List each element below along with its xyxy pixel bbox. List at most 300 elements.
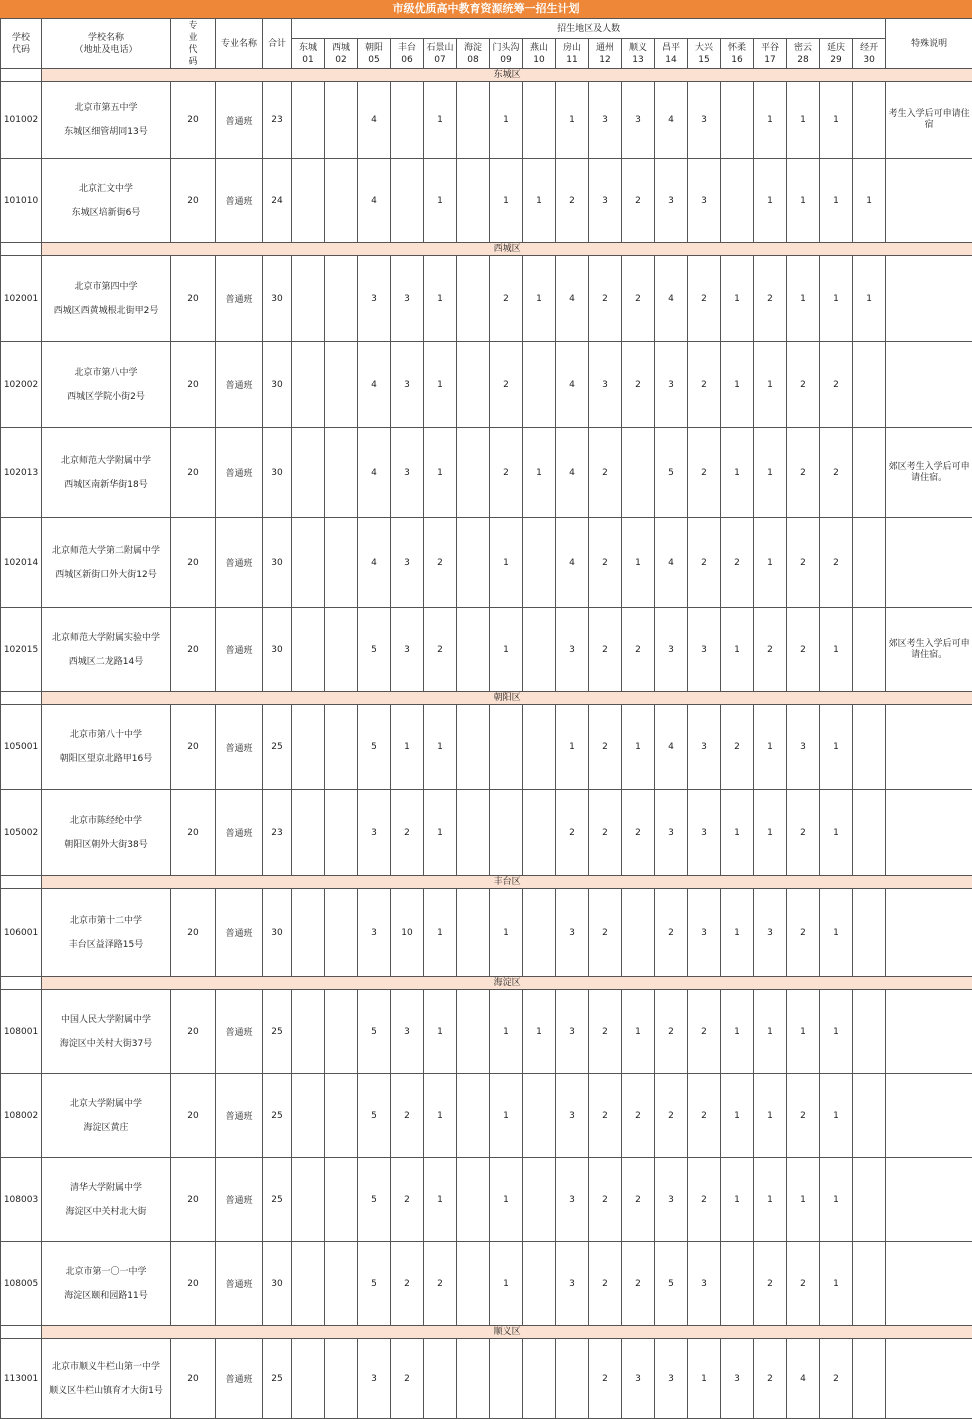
region-count (325, 990, 358, 1074)
header-region: 经开 30 (853, 39, 886, 69)
region-count (523, 608, 556, 692)
school-name-cell (42, 889, 171, 977)
region-count: 2 (787, 1242, 820, 1326)
table-row (1, 428, 972, 518)
school-code: 102015 (1, 608, 42, 692)
region-count (457, 790, 490, 876)
major-name: 普通班 (216, 608, 263, 692)
header-regions-group: 招生地区及人数 (292, 19, 886, 39)
region-count: 1 (820, 990, 853, 1074)
region-count (721, 159, 754, 243)
region-count: 1 (490, 518, 523, 608)
region-count: 2 (787, 342, 820, 428)
table-row (1, 1158, 972, 1242)
region-count: 1 (424, 256, 457, 342)
school-code: 102002 (1, 342, 42, 428)
total-count: 25 (263, 1158, 292, 1242)
region-count: 1 (787, 256, 820, 342)
region-count: 2 (490, 342, 523, 428)
school-name: 北京市顺义牛栏山第一中学 (42, 1361, 170, 1373)
table-row (1, 1074, 972, 1158)
region-count: 2 (589, 428, 622, 518)
region-count: 2 (391, 1339, 424, 1419)
region-count: 1 (754, 1158, 787, 1242)
region-count: 3 (688, 82, 721, 159)
region-count: 3 (655, 342, 688, 428)
region-count: 1 (556, 705, 589, 790)
major-name: 普通班 (216, 1158, 263, 1242)
major-code: 20 (171, 1242, 216, 1326)
special-note: 郊区考生入学后可申请住宿。 (886, 428, 972, 518)
region-count: 1 (490, 82, 523, 159)
major-code: 20 (171, 428, 216, 518)
region-count (853, 990, 886, 1074)
region-count: 3 (556, 1074, 589, 1158)
region-count: 5 (655, 428, 688, 518)
table-row (1, 342, 972, 428)
region-count: 2 (424, 608, 457, 692)
region-count: 1 (787, 1158, 820, 1242)
region-count: 3 (622, 1339, 655, 1419)
table-row (1, 608, 972, 692)
region-count: 3 (688, 705, 721, 790)
region-count: 1 (490, 1074, 523, 1158)
header-region: 丰台 06 (391, 39, 424, 69)
major-name: 普通班 (216, 518, 263, 608)
school-name: 北京市第五中学 (42, 102, 170, 114)
region-count: 1 (424, 82, 457, 159)
school-name: 北京大学附属中学 (42, 1098, 170, 1110)
region-count: 2 (655, 990, 688, 1074)
region-count: 1 (853, 256, 886, 342)
header-region: 朝阳 05 (358, 39, 391, 69)
region-count (523, 1242, 556, 1326)
school-address: 西城区学院小街2号 (42, 391, 170, 403)
school-code: 108001 (1, 990, 42, 1074)
region-count (853, 1339, 886, 1419)
school-code: 108002 (1, 1074, 42, 1158)
region-count: 1 (556, 82, 589, 159)
special-note (886, 705, 972, 790)
special-note (886, 518, 972, 608)
region-count: 2 (787, 428, 820, 518)
region-count (325, 790, 358, 876)
region-count: 5 (358, 1074, 391, 1158)
header-region: 门头沟 09 (490, 39, 523, 69)
header-school-code: 学校 代码 (1, 19, 42, 69)
region-count: 1 (523, 256, 556, 342)
region-count (490, 790, 523, 876)
region-count: 4 (655, 518, 688, 608)
header-region: 大兴 15 (688, 39, 721, 69)
region-count: 2 (589, 705, 622, 790)
school-name-cell (42, 342, 171, 428)
region-count (853, 705, 886, 790)
district-row (1, 876, 972, 889)
region-count: 1 (820, 608, 853, 692)
district-row (1, 1326, 972, 1339)
region-count (622, 428, 655, 518)
school-address: 海淀区中关村大街37号 (42, 1038, 170, 1050)
school-name: 中国人民大学附属中学 (42, 1014, 170, 1026)
school-name: 北京市第十二中学 (42, 915, 170, 927)
region-count: 1 (820, 1158, 853, 1242)
district-row-lead (1, 1326, 42, 1339)
table-row (1, 1242, 972, 1326)
region-count: 1 (721, 990, 754, 1074)
region-count: 1 (424, 1158, 457, 1242)
region-count (457, 342, 490, 428)
school-address: 朝阳区朝外大街38号 (42, 839, 170, 851)
region-count: 3 (556, 1158, 589, 1242)
header-region: 平谷 17 (754, 39, 787, 69)
region-count (292, 342, 325, 428)
school-name-cell (42, 428, 171, 518)
region-count (391, 82, 424, 159)
school-address: 丰台区益泽路15号 (42, 939, 170, 951)
total-count: 30 (263, 1242, 292, 1326)
major-name: 普通班 (216, 1074, 263, 1158)
region-count (853, 518, 886, 608)
region-count: 2 (820, 518, 853, 608)
school-code: 106001 (1, 889, 42, 977)
region-count: 1 (754, 705, 787, 790)
region-count: 2 (391, 1242, 424, 1326)
region-count (457, 1158, 490, 1242)
total-count: 30 (263, 608, 292, 692)
special-note (886, 790, 972, 876)
region-count: 1 (721, 256, 754, 342)
region-count: 1 (787, 990, 820, 1074)
region-count (457, 705, 490, 790)
district-row-lead (1, 692, 42, 705)
table-row (1, 1339, 972, 1419)
school-address: 朝阳区望京北路甲16号 (42, 753, 170, 765)
region-count: 1 (523, 428, 556, 518)
region-count (325, 82, 358, 159)
region-count: 1 (424, 1074, 457, 1158)
school-name-cell (42, 1339, 171, 1419)
region-count: 1 (721, 428, 754, 518)
region-count: 1 (754, 82, 787, 159)
region-count: 1 (754, 990, 787, 1074)
region-count: 4 (358, 159, 391, 243)
region-count: 3 (688, 159, 721, 243)
region-count: 3 (655, 1339, 688, 1419)
region-count: 5 (358, 1242, 391, 1326)
total-count: 25 (263, 705, 292, 790)
region-count: 2 (820, 1339, 853, 1419)
school-name: 清华大学附属中学 (42, 1182, 170, 1194)
region-count: 2 (622, 1158, 655, 1242)
region-count: 3 (391, 342, 424, 428)
region-count (457, 608, 490, 692)
header-region: 海淀 08 (457, 39, 490, 69)
region-count: 2 (622, 1074, 655, 1158)
region-count: 3 (589, 159, 622, 243)
region-count (292, 159, 325, 243)
region-count: 3 (358, 889, 391, 977)
district-label: 顺义区 (42, 1326, 972, 1339)
major-code: 20 (171, 705, 216, 790)
region-count: 1 (490, 159, 523, 243)
table-row (1, 790, 972, 876)
region-count (853, 608, 886, 692)
region-count: 3 (721, 1339, 754, 1419)
total-count: 23 (263, 790, 292, 876)
region-count: 3 (391, 990, 424, 1074)
region-count: 1 (787, 82, 820, 159)
school-name: 北京汇文中学 (42, 183, 170, 195)
major-code: 20 (171, 790, 216, 876)
major-name: 普通班 (216, 705, 263, 790)
special-note: 郊区考生入学后可申请住宿。 (886, 608, 972, 692)
region-count: 4 (556, 518, 589, 608)
region-count: 2 (754, 256, 787, 342)
table-row (1, 82, 972, 159)
region-count (721, 82, 754, 159)
school-name-cell (42, 1074, 171, 1158)
major-code: 20 (171, 1158, 216, 1242)
region-count (490, 1339, 523, 1419)
region-count: 2 (589, 256, 622, 342)
region-count: 2 (721, 518, 754, 608)
major-name: 普通班 (216, 990, 263, 1074)
region-count: 4 (655, 705, 688, 790)
special-note (886, 889, 972, 977)
region-count (325, 1242, 358, 1326)
region-count: 4 (358, 342, 391, 428)
major-code: 20 (171, 990, 216, 1074)
region-count: 2 (622, 790, 655, 876)
header-region: 怀柔 16 (721, 39, 754, 69)
table-row (1, 518, 972, 608)
region-count: 4 (655, 256, 688, 342)
region-count: 3 (391, 518, 424, 608)
header-region: 密云 28 (787, 39, 820, 69)
region-count: 1 (490, 608, 523, 692)
region-count (325, 518, 358, 608)
region-count (292, 428, 325, 518)
school-code: 105001 (1, 705, 42, 790)
total-count: 30 (263, 342, 292, 428)
school-name-cell (42, 1242, 171, 1326)
region-count: 1 (721, 1074, 754, 1158)
region-count: 1 (820, 159, 853, 243)
school-name-cell (42, 790, 171, 876)
region-count (325, 1074, 358, 1158)
region-count (457, 159, 490, 243)
region-count: 1 (490, 990, 523, 1074)
region-count (457, 990, 490, 1074)
region-count: 2 (820, 342, 853, 428)
header-region: 西城 02 (325, 39, 358, 69)
region-count: 4 (358, 518, 391, 608)
region-count: 1 (523, 159, 556, 243)
region-count (523, 82, 556, 159)
region-count: 1 (622, 705, 655, 790)
school-name: 北京师范大学第二附属中学 (42, 545, 170, 557)
total-count: 30 (263, 428, 292, 518)
region-count: 2 (754, 1242, 787, 1326)
total-count: 30 (263, 256, 292, 342)
major-name: 普通班 (216, 82, 263, 159)
region-count: 2 (424, 518, 457, 608)
region-count: 1 (721, 790, 754, 876)
region-count: 2 (787, 1074, 820, 1158)
total-count: 25 (263, 1074, 292, 1158)
region-count: 2 (655, 1074, 688, 1158)
region-count: 2 (490, 256, 523, 342)
special-note (886, 342, 972, 428)
region-count: 2 (622, 1242, 655, 1326)
table-row (1, 705, 972, 790)
region-count: 3 (622, 82, 655, 159)
region-count (523, 1158, 556, 1242)
region-count: 1 (721, 1158, 754, 1242)
region-count: 3 (556, 608, 589, 692)
region-count (292, 889, 325, 977)
region-count (325, 1339, 358, 1419)
region-count: 2 (721, 705, 754, 790)
header-region: 延庆 29 (820, 39, 853, 69)
major-name: 普通班 (216, 256, 263, 342)
region-count: 2 (787, 518, 820, 608)
region-count: 5 (655, 1242, 688, 1326)
district-row (1, 977, 972, 990)
school-name-cell (42, 1158, 171, 1242)
region-count: 4 (556, 342, 589, 428)
region-count: 2 (622, 342, 655, 428)
region-count: 1 (754, 518, 787, 608)
region-count: 4 (787, 1339, 820, 1419)
region-count: 2 (787, 790, 820, 876)
school-code: 108005 (1, 1242, 42, 1326)
major-name: 普通班 (216, 342, 263, 428)
school-name: 北京师范大学附属实验中学 (42, 632, 170, 644)
major-code: 20 (171, 342, 216, 428)
special-note (886, 1339, 972, 1419)
region-count: 4 (556, 428, 589, 518)
special-note (886, 1242, 972, 1326)
school-code: 113001 (1, 1339, 42, 1419)
region-count: 2 (589, 790, 622, 876)
total-count: 24 (263, 159, 292, 243)
table-row (1, 990, 972, 1074)
table-row (1, 889, 972, 977)
district-row-lead (1, 69, 42, 82)
region-count: 4 (655, 82, 688, 159)
region-count: 1 (754, 790, 787, 876)
region-count (292, 1158, 325, 1242)
region-count: 1 (721, 889, 754, 977)
enrollment-table (0, 18, 972, 1419)
special-note (886, 159, 972, 243)
region-count (523, 342, 556, 428)
region-count: 3 (754, 889, 787, 977)
region-count (457, 82, 490, 159)
region-count (853, 1242, 886, 1326)
region-count (523, 889, 556, 977)
major-code: 20 (171, 889, 216, 977)
district-row (1, 243, 972, 256)
school-code: 102013 (1, 428, 42, 518)
total-count: 23 (263, 82, 292, 159)
region-count (325, 1158, 358, 1242)
region-count (292, 518, 325, 608)
region-count: 3 (688, 608, 721, 692)
region-count: 3 (688, 889, 721, 977)
school-address: 西城区南新华街18号 (42, 479, 170, 491)
school-name-cell (42, 159, 171, 243)
region-count: 2 (688, 1074, 721, 1158)
region-count: 3 (358, 256, 391, 342)
region-count: 2 (754, 608, 787, 692)
region-count: 1 (424, 705, 457, 790)
region-count (556, 1339, 589, 1419)
region-count: 1 (820, 82, 853, 159)
special-note (886, 1158, 972, 1242)
region-count: 3 (688, 1242, 721, 1326)
region-count: 5 (358, 608, 391, 692)
district-label: 丰台区 (42, 876, 972, 889)
region-count (457, 518, 490, 608)
school-name-cell (42, 608, 171, 692)
district-label: 东城区 (42, 69, 972, 82)
region-count (325, 342, 358, 428)
region-count (292, 1074, 325, 1158)
school-name: 北京市陈经纶中学 (42, 815, 170, 827)
region-count: 3 (589, 82, 622, 159)
region-count: 2 (556, 790, 589, 876)
region-count: 2 (688, 428, 721, 518)
region-count: 1 (754, 428, 787, 518)
region-count: 1 (490, 889, 523, 977)
special-note (886, 990, 972, 1074)
region-count (457, 428, 490, 518)
header-region: 石景山 07 (424, 39, 457, 69)
region-count: 3 (655, 159, 688, 243)
region-count: 3 (556, 1242, 589, 1326)
school-code: 102001 (1, 256, 42, 342)
school-name: 北京市第一〇一中学 (42, 1266, 170, 1278)
region-count: 1 (820, 1242, 853, 1326)
major-code: 20 (171, 518, 216, 608)
region-count: 5 (358, 1158, 391, 1242)
region-count: 1 (424, 889, 457, 977)
school-code: 101002 (1, 82, 42, 159)
region-count (424, 1339, 457, 1419)
region-count: 4 (358, 428, 391, 518)
region-count: 2 (820, 428, 853, 518)
major-code: 20 (171, 256, 216, 342)
region-count: 3 (655, 1158, 688, 1242)
region-count: 2 (688, 256, 721, 342)
region-count: 1 (424, 990, 457, 1074)
school-name-cell (42, 518, 171, 608)
school-address: 东城区细管胡同13号 (42, 126, 170, 138)
region-count (853, 790, 886, 876)
school-code: 101010 (1, 159, 42, 243)
school-name-cell (42, 990, 171, 1074)
region-count: 1 (490, 1242, 523, 1326)
region-count: 2 (424, 1242, 457, 1326)
district-row (1, 69, 972, 82)
school-address: 海淀区黄庄 (42, 1122, 170, 1134)
region-count (523, 518, 556, 608)
region-count (325, 428, 358, 518)
region-count (457, 889, 490, 977)
